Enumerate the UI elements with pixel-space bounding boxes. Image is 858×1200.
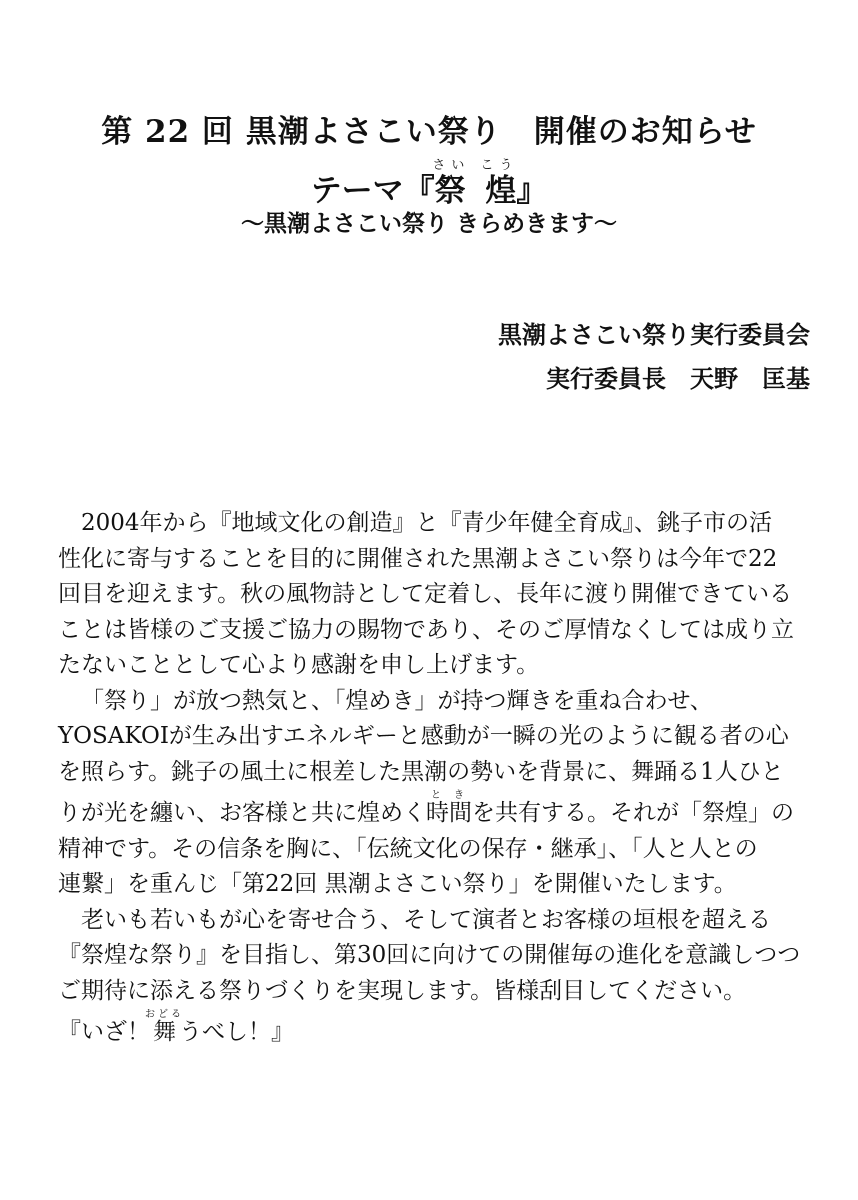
signature-block	[498, 313, 810, 401]
text-line: 連繋」を重んじ「第22回 黒潮よさこい祭り」を開催いたします。	[58, 871, 737, 897]
text-line: 精神です。その信条を胸に、「伝統文化の保存・継承」、「人と人との	[58, 835, 758, 862]
text-line: たないこととして心より感謝を申し上げます。	[58, 652, 540, 678]
theme-reading: さい こう	[432, 158, 519, 173]
ruby-toki: 時間とき	[426, 790, 472, 826]
text-line: 老いも若いもが心を寄せ合う、そして演者とお客様の垣根を超える	[81, 906, 771, 933]
text-line: 回目を迎えます。秋の風物詩として定着し、長年に渡り開催できている	[58, 581, 793, 607]
text-line: 「祭り」が放つ熱気と、「煌めき」が持つ輝きを重ね合わせ、	[81, 687, 713, 714]
theme-word: 祭 煌さい こう	[432, 158, 519, 209]
text-line: 『祭煌な祭り』を目指し、第30回に向けての開催毎の進化を意識しつつ	[58, 942, 801, 968]
text-line: 2004年から『地域文化の創造』と『青少年健全育成』、銚子市の活	[81, 510, 773, 536]
text-line: 性化に寄与することを目的に開催された黒潮よさこい祭りは今年で22	[58, 545, 778, 572]
paragraph-1	[58, 506, 818, 684]
text-line: ご期待に添える祭りづくりを実現します。皆様刮目してください。	[58, 977, 747, 1004]
paragraph-2	[58, 684, 818, 903]
subtitle: 〜黒潮よさこい祭り きらめきます〜	[240, 210, 617, 237]
text-line: りが光を纏い、お客様と共に煌めく時間ときを共有する。それが「祭煌」の	[58, 790, 794, 826]
body-text	[58, 506, 818, 1051]
theme-prefix: テーマ『	[310, 173, 435, 209]
paragraph-3	[58, 903, 818, 1051]
theme-line	[0, 158, 858, 210]
theme-suffix: 』	[516, 173, 548, 209]
text-line: YOSAKOIが生み出すエネルギーと感動が一瞬の光のように観る者の心	[58, 723, 789, 749]
document-title: 第 22 回 黒潮よさこい祭り 開催のお知らせ	[101, 114, 757, 150]
organization-name: 黒潮よさこい祭り実行委員会	[498, 320, 810, 349]
text-line: 『いざ！舞おどるうべし！』	[58, 1009, 294, 1045]
text-line: ことは皆様のご支援ご協力の賜物であり、そのご厚情なくしては成り立	[58, 616, 794, 643]
text-line: を照らす。銚子の風土に根差した黒潮の勢いを背景に、舞踊る1人ひと	[58, 758, 784, 785]
chairperson-name: 実行委員長 天野 匡基	[546, 364, 810, 393]
ruby-odoru: 舞おどる	[145, 1009, 184, 1045]
